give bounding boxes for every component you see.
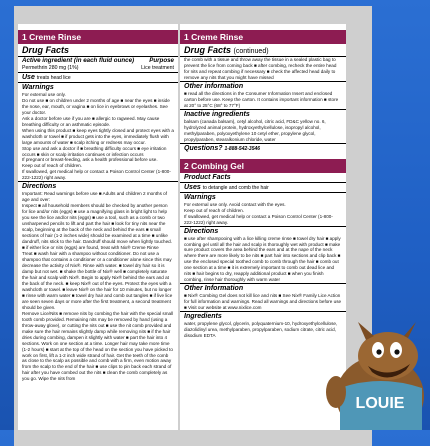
- warnings-2-label: Warnings: [180, 192, 346, 202]
- warnings-line: Stop use and ask a doctor if ■ breathing difficulty occurs ■ eye irritation occurs ■ skin or scalp irritation continues or infection occurs: [22, 145, 167, 157]
- directions-line: Remove Lice/Nits ■ remove nits by combing the hair with the special small tooth comb provided. Remaining nits may be removed by hand (using a throw-away glove), or cutting the nits out ■ use the nit comb provided and make sure the hair remains slightly damp while removing nits ■ if the hair dries during combing, dampen it slightly with water ■ part the hair into 4 sections. Work on one section at a time. Longer hair may take more time (1-2 hours) ■ start at the top of the head on the section you have picked to work on first, lift a 1-2 inch wide strand of hair. Get the teeth of the comb as close to the scalp as possible and comb with a firm, even motion away from the scalp to the end of the hair ■ use clips to pin back each strand of hair after you have combed out the nits ■ clean the comb completely as you go. Wipe the nits from: [22, 310, 174, 382]
- warnings-line: If swallowed, get medical help or contact a Poison Control Center (1-800-222-1222) right away.: [22, 169, 171, 181]
- questions-row: [180, 143, 346, 153]
- uses-row: [180, 182, 346, 192]
- active-value-row: [18, 65, 178, 72]
- directions-line: Treat ■ wash hair with a shampoo without conditioner. Do not use a shampoo that contains a conditioner or a conditioner alone since this may decrease the activity of Nix®. Rinse with water. ■ towel dry hair so it is damp but not wet. ■ shake the bottle of Nix® well ■ completely saturate the hair and scalp with Nix®. Begin to apply Nix® behind the ears and at the back of the neck. ■ keep Nix® out of the eyes. Protect the eyes with a washcloth or towel. ■ leave Nix® on the hair for 10 minutes, but no longer ■ rinse with warm water ■ towel dry hair and comb out tangles ■ if live lice are seen seven days or more after the first treatment, a second treatment should be given.: [22, 251, 173, 310]
- active-ingredient-row: [18, 57, 178, 65]
- inactive-label: Inactive ingredients: [180, 109, 346, 119]
- drug-facts-continued: [180, 44, 346, 57]
- section-header: 1 Creme Rinse: [18, 30, 178, 44]
- active-label: Active ingredient (in each fluid ounce): [22, 57, 135, 64]
- directions-line: Inspect ■ all household members should be checked by another person for lice and/or nits (eggs) ■ use a magnifying glass in bright light to help you see the lice and/or nits (eggs) ■ use a tool, such as a comb or two unsharpened pencils to lift and part the hair ■ look for tiny nits near the scalp, beginning at the back of the neck and behind the ears ■ small sections of hair (1-2 inches wide) should be examined at a time ■ unlike dandruff, nits stick to the hair. Dandruff should move when lightly touched. ■ if either lice or nits (eggs) are found, treat with Nix® Creme Rinse: [22, 203, 172, 251]
- other-2-text: ■ Nix® Combing Gel does not kill lice and nits ■ See Nix® Family Lice Action for full information and warnings. Read all warnings and directions before use ■ Visit our website at www.nixlice.com: [184, 293, 342, 311]
- mascot-horn-right: [404, 322, 416, 338]
- inactive-text: balsam (canada balsam), cetyl alcohol, citric acid, FD&C yellow no. 6, hydrolyzed animal protein, hydroxyethylcellulose, isopropyl alcohol, methylparaben, polyoxyethylene 10 cetyl ether, propylene glycol, propylparaben, stearalkonium chloride, water: [184, 118, 326, 142]
- warnings-2-line: Keep out of reach of children.: [184, 207, 245, 213]
- warnings-2-line: For external use only. Avoid contact with the eyes.: [184, 201, 286, 207]
- mascot-shirt-text: LOUIE: [355, 395, 405, 412]
- ingredients-text: water, propylene glycol, glycerin, polyquaternium-10, hydroxyethylcellulose, diazolidinyl urea, methylparaben, propylparaben, sodium citrate, citric acid, disodium EDTA: [184, 321, 338, 339]
- active-value: Permethrin 280 mg (1%): [22, 65, 79, 72]
- directions-2-row: [180, 226, 346, 236]
- uses-text: to detangle and comb the hair: [202, 184, 269, 191]
- drug-facts-title-2: Drug Facts: [184, 45, 232, 55]
- other-info-list: [180, 91, 346, 109]
- use-section: [18, 72, 178, 82]
- drug-facts-title: Drug Facts: [18, 44, 178, 57]
- ingredients-label: Ingredients: [180, 311, 346, 321]
- left-panel: [18, 24, 178, 430]
- directions-2-label: Directions: [184, 227, 219, 235]
- warnings-line: Ask a doctor before use if you are ■ allergic to ragweed. May cause breathing difficulty or an asthmatic episode.: [22, 115, 160, 127]
- continued-text: the comb with a tissue and throw away the tissue in a sealed plastic bag to prevent the lice from coming back ■ after combing, recheck the entire head for nits and repeat combing if necessary ■ check the affected head daily to remove any nits that you might have missed: [184, 57, 337, 80]
- purpose-value: Lice treatment: [141, 65, 174, 72]
- other-2-label: Other Information: [180, 283, 346, 293]
- other-info-label: Other information: [180, 81, 346, 91]
- warnings-list: [18, 92, 178, 182]
- mascot-pupil-left: [376, 349, 381, 354]
- warnings-2-line: If swallowed, get medical help or contact a Poison Control Center (1-800-222-1222) right away.: [184, 213, 333, 225]
- mascot-pupil-right: [394, 349, 399, 354]
- directions-line: Important: Read warnings before use ■ Adults and children 2 months of age and over:: [22, 191, 168, 203]
- mascot-arm: [326, 376, 346, 408]
- other-info-line: ■ read all the directions in the Consumer Information Insert and enclosed carton before use. Keep the carton. It contains important information ■ store at 20° to 25°C (68° to 77°F): [184, 90, 339, 108]
- uses-label: Uses: [184, 183, 201, 191]
- questions-phone: 1-888-542-3546: [224, 145, 261, 152]
- warnings-2-list: [180, 202, 346, 226]
- directions-2-text: ■ use after shampooing with a lice killing creme rinse ■ towel dry hair ■ apply combing gel until all the hair and scalp is thoroughly wet with product ■ make sure product covers the area behind the ears and at the nape of the neck where there are more likely to be nits ■ part hair into sections and clip back ■ use the enclosed special toothed comb to comb through the hair ■ comb out one section at a time ■ it is extremely important to comb out dead lice and nits ■ hair begins to dry, reapply additional product ■ when you finish combing, rinse hair thoroughly with warm water: [184, 235, 341, 283]
- use-text: treats head lice: [36, 74, 71, 81]
- questions-label: Questions?: [184, 144, 223, 152]
- purpose-label: Purpose: [149, 57, 174, 64]
- warnings-line: If pregnant or breast-feeding, ask a health professional before use.: [22, 157, 158, 163]
- warnings-line: Keep out of reach of children.: [22, 163, 83, 169]
- continued-label: (continued): [233, 48, 269, 55]
- louie-mascot: [318, 322, 430, 430]
- section-header-2: 1 Creme Rinse: [180, 30, 346, 44]
- warnings-line: Do not use ■ on children under 2 months of age ■ near the eyes ■ inside the nose, ear, mouth, or vagina ■ on lice in eyebrows or eyelashes. See your doctor.: [22, 97, 170, 115]
- directions-list: [18, 191, 178, 382]
- warnings-line: For external use only.: [22, 91, 66, 97]
- mascot-illustration: [318, 322, 430, 430]
- product-facts-title: Product Facts: [184, 173, 231, 181]
- warnings-line: When using this product ■ keep eyes tightly closed and protect eyes with a washcloth or towel ■ if product gets into the eyes, immediately flush with large amounts of water ■ scalp itching or redness may occur.: [22, 127, 174, 145]
- directions-label: Directions: [18, 181, 178, 191]
- section-header-combing: 2 Combing Gel: [180, 159, 346, 173]
- warnings-label: Warnings: [18, 82, 178, 92]
- use-label: Use: [22, 73, 35, 81]
